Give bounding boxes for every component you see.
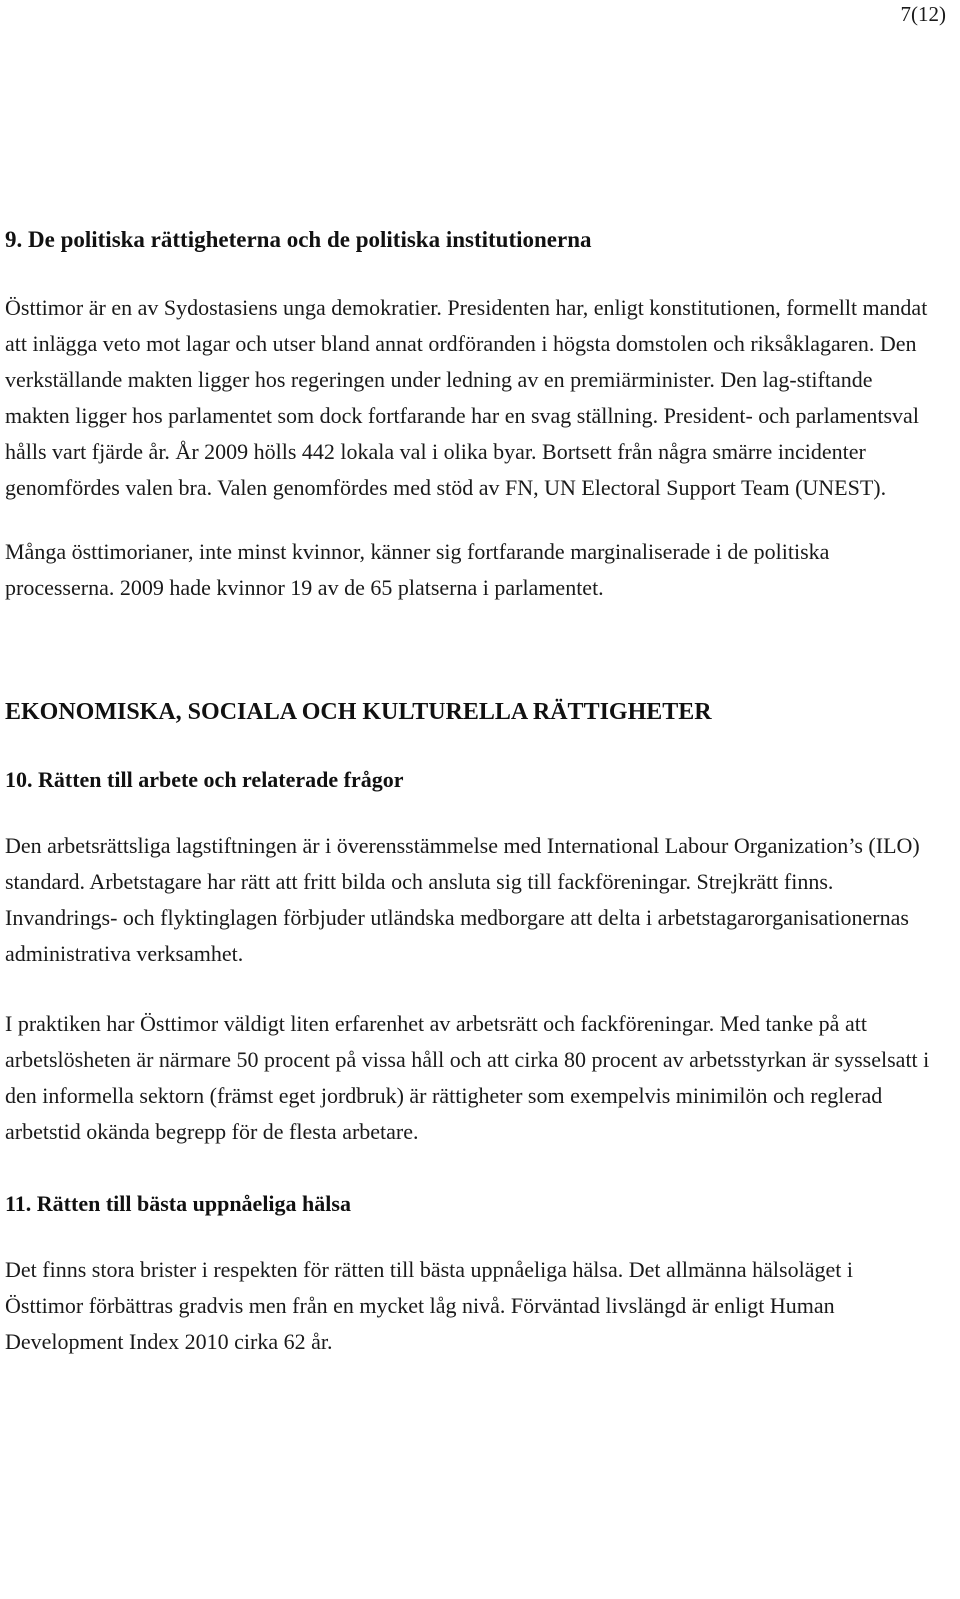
section-9-paragraph-2: Många östtimorianer, inte minst kvinnor, känner sig fortfarande marginaliserade i de politiska processerna. 2009 hade kvinnor 19 av de 65 platserna i parlamentet. bbox=[5, 539, 830, 600]
section-10-paragraph-2: I praktiken har Östtimor väldigt liten erfarenhet av arbetsrätt och fackföreningar. Med tanke på att arbetslösheten är närmare 50 procent på vissa håll och att cirka 80 procent av arbetsstyrkan är sysselsatt i den informella sektorn (främst eget jordbruk) är rättigheter som exempelvis minimilön och reglerad arbetstid okända begrepp för de flesta arbetare. bbox=[5, 1011, 930, 1144]
document-body bbox=[5, 218, 935, 1360]
section-11-paragraph-1: Det finns stora brister i respekten för rätten till bästa uppnåeliga hälsa. Det allmänna hälsoläget i Östtimor förbättras gradvis men från en mycket låg nivå. Förväntad livslängd är enligt Human Development Index 2010 cirka 62 år. bbox=[5, 1257, 853, 1354]
section-9-paragraph-1: Östtimor är en av Sydostasiens unga demokratier. Presidenten har, enligt konstitutionen, formellt mandat att inlägga veto mot lagar och utser bland annat ordföranden i högsta domstolen och riksåklagaren. Den verkställande makten ligger hos regeringen under ledning av en premiärminister. Den lag-stiftande makten ligger hos parlamentet som dock fortfarande har en svag ställning. President- och parlamentsval hålls vart fjärde år. År 2009 hölls 442 lokala val i olika byar. Bortsett från några smärre incidenter genomfördes valen bra. Valen genomfördes med stöd av FN, UN Electoral Support Team (UNEST). bbox=[5, 295, 928, 500]
section-9-heading: 9. De politiska rättigheterna och de politiska institutionerna bbox=[5, 227, 592, 252]
page-number: 7(12) bbox=[900, 2, 946, 26]
section-10-paragraph-1: Den arbetsrättsliga lagstiftningen är i överensstämmelse med International Labour Organization’s (ILO) standard. Arbetstagare har rätt att fritt bilda och ansluta sig till fackföreningar. Strejkrätt finns. Invandrings- och flyktinglagen förbjuder utländska medborgare att delta i arbetstagarorganisationernas administrativa verksamhet. bbox=[5, 833, 920, 966]
section-11-heading: 11. Rätten till bästa uppnåeliga hälsa bbox=[5, 1191, 351, 1216]
section-10-heading: 10. Rätten till arbete och relaterade frågor bbox=[5, 767, 404, 792]
major-heading: EKONOMISKA, SOCIALA OCH KULTURELLA RÄTTIGHETER bbox=[5, 699, 712, 725]
